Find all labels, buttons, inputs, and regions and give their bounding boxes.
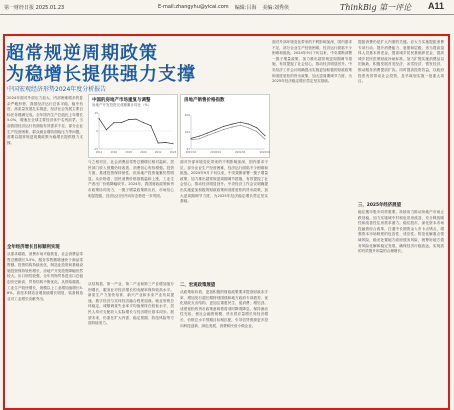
data-point <box>215 132 216 133</box>
column-3-text-a: 面对外部环境变化带来的不利影响加深，国内需求不足，部分企业生产经营困难，经济运行面临不少困难和挑战。2024年9月下旬以来，中央果断部署一揽子增量政策，加力推出超常规逆周期调节措施，有效提振了社会信心，推动经济明显回升。中央经济工作会议明确提出实施更加积极的财政政策和适度宽松的货币政策，加大逆周期调节力度，为2025年经济稳定增长奠定坚实基础。 <box>180 160 268 204</box>
x-tick-label: 2015/01 <box>185 151 197 154</box>
y-tick-label: 106 <box>184 113 190 117</box>
headline-line-1: 超常规逆周期政策 <box>6 43 158 64</box>
chart-1-title: 中国的房地产市场重复与调整 <box>92 98 151 103</box>
masthead-date: 第一财经日报 2025.01.23 <box>4 5 65 11</box>
chart-1-subtitle: 房地产开发投资完成额累计同比（%） <box>92 103 152 107</box>
masthead-designer: 美编:刘秀侠 <box>262 5 290 11</box>
chart-2-plot <box>181 105 269 157</box>
x-tick-label: 2022 <box>154 151 162 154</box>
section-heading-2: 二、宏观政策展望 <box>180 283 216 288</box>
data-point <box>128 119 129 120</box>
data-point <box>248 127 249 128</box>
column-5-text-b: 稳住楼市股市同样重要。持续用力推动房地产市场止跌回稳，加力实施城中村和危旧房改造，充分释放刚性和改善性住房需求潜力。稳住股市，深化资本市场投融资综合改革，打通中长期资金入市卡点堵点，增强资本市场制度的包容性、适应性。防范化解重点领域风险，稳妥处置地方政府债务风险，统筹好地方债务风险化解和稳定发展，确保经济行稳致远，实现质的有效提升和量的合理增长。 <box>358 210 444 254</box>
headline-line-2: 为稳增长提供强力支撑 <box>6 64 196 85</box>
masthead-contacts <box>158 4 289 11</box>
data-point <box>223 126 224 127</box>
chart-2-title: 房地产销售价格指数 <box>184 98 225 103</box>
x-tick-label: 2014 <box>95 151 103 154</box>
data-point <box>173 143 174 144</box>
x-tick-label: 2024 <box>169 151 177 154</box>
column-1-text-a: 2024年面对外部压力加大、内部困难增多的复杂严峻形势，我国经济运行总体平稳、稳中有进，高质量发展扎实推进，经济社会发展主要目标任务圆满完成。全年国内生产总值比上年增长5.0%，增速在全球主要经济体中名列前茅。当前我国经济运行仍面临有效需求不足、部分企业生产经营困难、群众就业增收面临压力等问题，需要以超常规逆周期政策为稳增长提供强力支撑。 <box>7 96 83 145</box>
data-point <box>143 122 144 123</box>
masthead-brand: ThinkBig 第一评论 <box>340 3 412 12</box>
x-tick-label: 2018/01 <box>210 151 222 154</box>
data-point <box>240 122 241 123</box>
y-tick-label: 15 <box>94 111 98 115</box>
data-point <box>256 131 257 132</box>
data-point <box>113 122 114 123</box>
x-tick-label: 2021/01 <box>234 151 246 154</box>
y-tick-label: 0 <box>96 129 98 133</box>
series-line-2 <box>191 125 265 139</box>
page-number: A11 <box>428 1 445 11</box>
data-point <box>150 125 151 126</box>
data-point <box>207 133 208 134</box>
masthead-email: E-mail:zhangyhu@yicai.com <box>158 4 229 10</box>
column-2-text-b: 从结构看，第一产业、第二产业和第三产业增加值分别增长，服务业对经济增长的贡献率保持较高水平。新质生产力加快培育，新兴产业和未来产业布局提速，数字经济与实体经济融合程度加深。就业形势总体稳定，城镇调查失业率平均值保持在较低水平，居民人均可支配收入实际增长与经济增长基本同步。展望未来，仍需在扩大内需、稳定预期、防范风险等方面持续发力。 <box>88 282 174 326</box>
data-point <box>223 129 224 130</box>
column-5-text-a: 提振消费仍是扩大内需的关键。应大力实施提振消费专项行动，提升消费能力、意愿和层级，适当提高退休人员基本养老金，提高城乡居民基础养老金，提高城乡居民医保财政补助标准。加力扩围实施消费品以旧换新，积极发展首发经济、冰雪经济、银发经济，推动服务消费提质扩容。同时提高投资效益，以政府投资有效带动社会投资，及早谋划实施一批重大项目。 <box>358 40 444 84</box>
data-point <box>199 136 200 137</box>
chart-1-plot <box>89 109 177 157</box>
data-point <box>256 127 257 128</box>
data-point <box>232 127 233 128</box>
data-point <box>265 135 266 136</box>
data-point <box>136 119 137 120</box>
data-point <box>207 135 208 136</box>
x-tick-label: 2018 <box>125 151 132 154</box>
data-point <box>165 142 166 143</box>
data-point <box>240 125 241 126</box>
section-heading-1: 全年经济增长目标顺利实现 <box>7 245 60 250</box>
x-tick-label: 2024/01 <box>259 151 271 154</box>
chart-price-index <box>180 94 270 158</box>
y-tick-label: -15 <box>93 147 98 151</box>
data-point <box>232 124 233 125</box>
x-tick-label: 2016 <box>110 151 118 154</box>
y-tick-label: 97 <box>186 147 190 151</box>
data-point <box>248 124 249 125</box>
column-4-text: 面对外部环境变化带来的不利影响加深，国内需求不足，部分企业生产经营困难，经济运行面临不少困难和挑战。2024年9月下旬以来，中央果断部署一揽子增量政策，加力推出超常规逆周期调节措施，有效提振了社会信心，推动经济明显回升。中央经济工作会议明确提出实施更加积极的财政政策和适度宽松的货币政策，加大逆周期调节力度，为2025年经济稳定增长奠定坚实基础。 <box>272 40 352 84</box>
masthead-editor: 编辑:吕海 <box>234 5 257 11</box>
data-point <box>158 143 159 144</box>
section-heading-3: 三、2025年经济展望 <box>358 203 401 208</box>
data-point <box>191 139 192 140</box>
data-point <box>215 129 216 130</box>
x-tick-label: 2020 <box>140 151 147 154</box>
data-point <box>121 122 122 123</box>
masthead <box>0 0 454 15</box>
column-3-text-b: 从政策取向看，更加积极的财政政策要求提高财政赤字率，增加发行超长期特别国债和地方政府专项债券，优化财政支出结构，更加注重惠民生、促消费、增后劲。适度宽松的货币政策意味着将适时降准降息，保持流动性充裕，使社会融资规模、货币供应量增长同经济增长、价格总水平预期目标相匹配，引导信贷资源更多投向科技创新、绿色发展、消费和民营小微企业。 <box>180 290 268 328</box>
data-point <box>106 129 107 130</box>
y-tick-label: 102 <box>184 130 190 134</box>
data-point <box>199 138 200 139</box>
column-1-text-b: 从需求端看，消费市场平稳恢复，社会消费品零售总额增长3.5%，服务零售额增速快于商品零售额。投资结构持续优化，制造业投资和基础设施投资保持较快增长，房地产开发投资降幅仍然较大。出口韧性较强，全年货物贸易进出口总值创历史新高，贸易结构不断优化。从供给端看，工业生产较快增长，规模以上工业增加值增长5.8%，高技术制造业增加值增长明显，装备制造业对工业增长贡献突出。 <box>7 252 83 301</box>
data-point <box>191 138 192 139</box>
data-point <box>99 118 100 119</box>
subheadline: 中国宏观经济形势2024年度分析报告 <box>7 86 107 93</box>
chart-real-estate-investment <box>88 94 178 158</box>
data-point <box>265 139 266 140</box>
column-2-text-a: 与之相对应，社会消费品零售总额增长相对温和，居民部门收入预期仍待改善，消费信心有待增强。投资方面，基建投资保持韧性，但房地产投资拖累仍然明显。从价格看，居民消费价格指数温和上涨，工业生产者出厂价格降幅收窄。2024年，我国财政政策和货币政策协同发力，一揽子增量政策推出后，市场信心明显提振，经济运行回升向好态势进一步巩固。 <box>88 160 174 198</box>
